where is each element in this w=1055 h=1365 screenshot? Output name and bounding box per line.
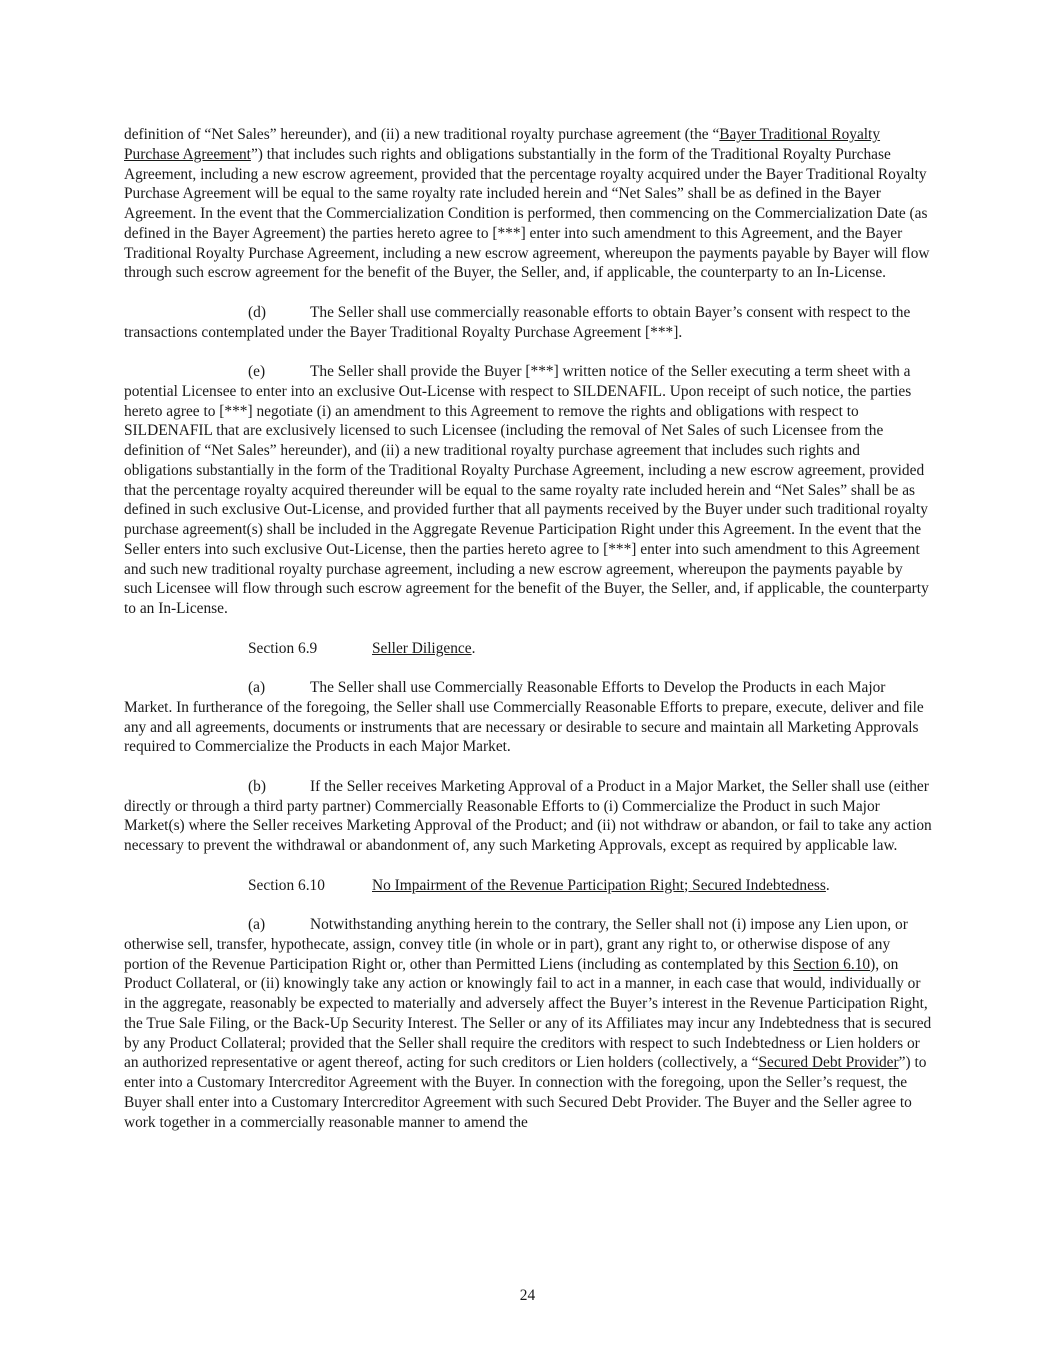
section-number: Section 6.9: [248, 639, 318, 657]
paragraph-6-9-b: (b) If the Seller receives Marketing Approval of a Product in a Major Market, the Seller shall use (either directly or through a third party partner) Commercially Reasonable Efforts to (i) Commercialize the Product in such Major Market(s) where the Seller receives Marketing Approval of the Product; and (ii) not withdraw or abandon, or fail to take any action necessary to prevent the withdrawal or abandonment of, any such Marketing Approvals, except as required by applicable law.: [124, 777, 932, 854]
paragraph-d: (d) The Seller shall use commercially reasonable efforts to obtain Bayer’s consent with respect to the transactions contemplated under the Bayer Traditional Royalty Purchase Agreement [***].: [124, 303, 911, 341]
section-heading-6-10: Section 6.10 No Impairment of the Revenue Participation Right; Secured Indebtedness.: [248, 876, 830, 894]
clause-label: (a): [248, 916, 266, 933]
defined-term-secured-debt-provider: Secured Debt Provider: [758, 1054, 899, 1072]
paragraph-6-10-a: (a) Notwithstanding anything herein to the contrary, the Seller shall not (i) impose any Lien upon, or otherwise sell, transfer, hypothecate, assign, convey title (in whole or in part), grant any right to, or otherwise dispose of any portion of the Revenue Participation Right or, other than Permitted Liens (including as contemplated by this Section 6.10), on Product Collateral, or (ii) knowingly take any action or knowingly fail to act in a manner, in each case that would, individually or in the aggregate, reasonably be expected to materially and adversely affect the Buyer’s interest in the Revenue Participation Right, the True Sale Filing, or the Back-Up Security Interest. The Seller or any of its Affiliates may incur any Indebtedness that is secured by any Product Collateral; provided that the Seller shall require the creditors with respect to such Indebtedness or Lien holders or an authorized representative or agent thereof, acting for such creditors or Lien holders (collectively, a “Secured Debt Provider”) to enter into a Customary Intercreditor Agreement with the Buyer. In connection with the foregoing, upon the Seller’s request, the Buyer shall enter into a Customary Intercreditor Agreement with such Secured Debt Provider. The Buyer and the Seller agree to work together in a commercially reasonable manner to amend the: [124, 916, 932, 1131]
clause-label: (d): [248, 303, 266, 321]
section-title: No Impairment of the Revenue Participation Right; Secured Indebtedness: [372, 876, 826, 894]
section-reference: Section 6.10: [793, 955, 871, 973]
page-number: 24: [519, 1287, 536, 1304]
paragraph-6-9-a: (a) The Seller shall use Commercially Reasonable Efforts to Develop the Products in each Major Market. In furtherance of the foregoing, the Seller shall use Commercially Reasonable Efforts to prepare, execute, deliver and file any and all agreements, documents or instruments that are necessary or desirable to secure and maintain all Marketing Approvals required to Commercialize the Products in each Major Market.: [124, 679, 924, 756]
clause-label: (b): [248, 777, 266, 795]
document-body: [124, 125, 932, 1152]
section-heading-6-9: Section 6.9 Seller Diligence.: [248, 639, 476, 657]
paragraph-e: (e) The Seller shall provide the Buyer [***] written notice of the Seller executing a term sheet with a potential Licensee to enter into an exclusive Out-License with respect to SILDENAFIL. Upon receipt of such notice, the parties hereto agree to [***] negotiate (i) an amendment to this Agreement to remove the rights and obligations with respect to SILDENAFIL that are exclusively licensed to such Licensee (including the removal of Net Sales of such Licensee from the definition of “Net Sales” hereunder), and (ii) a new traditional royalty purchase agreement that includes such rights and obligations substantially in the form of the Traditional Royalty Purchase Agreement, including a new escrow agreement, provided that the percentage royalty acquired thereunder will be equal to the same royalty rate included herein and “Net Sales” shall be as defined in such exclusive Out-License, and provided further that all payments received by the Buyer under such traditional royalty purchase agreement(s) shall be included in the Aggregate Revenue Participation Right under this Agreement. In the event that the Seller enters into such exclusive Out-License, then the parties hereto agree to [***] enter into such amendment to this Agreement and such new traditional royalty purchase agreement, including a new escrow agreement, whereupon the payments payable by such Licensee will flow through such escrow agreement for the benefit of the Buyer, the Seller, and, if applicable, the counterparty to an In-License.: [124, 363, 929, 617]
section-title: Seller Diligence: [372, 639, 472, 657]
clause-label: (a): [248, 679, 266, 696]
clause-label: (e): [248, 363, 266, 380]
paragraph-continuation: definition of “Net Sales” hereunder), and (ii) a new traditional royalty purchase agreement (the “Bayer Traditional Royalty Purchase Agreement”) that includes such rights and obligations substantially in the form of the Traditional Royalty Purchase Agreement, including a new escrow agreement, provided that the percentage royalty acquired under the Bayer Traditional Royalty Purchase Agreement will be equal to the same royalty rate included herein and “Net Sales” shall be as defined in the Bayer Agreement. In the event that the Commercialization Condition is performed, then commencing on the Commercialization Date (as defined in the Bayer Agreement) the parties hereto agree to [***] enter into such amendment to this Agreement, and the Bayer Traditional Royalty Purchase Agreement, including a new escrow agreement, whereupon the payments payable by Bayer will flow through such escrow agreement for the benefit of the Buyer, the Seller, and, if applicable, the counterparty to an In-License.: [124, 126, 930, 282]
section-number: Section 6.10: [248, 876, 325, 894]
defined-term-bayer-traditional-royalty-purchase-agreement: Bayer Traditional Royalty Purchase Agreement: [124, 126, 881, 163]
